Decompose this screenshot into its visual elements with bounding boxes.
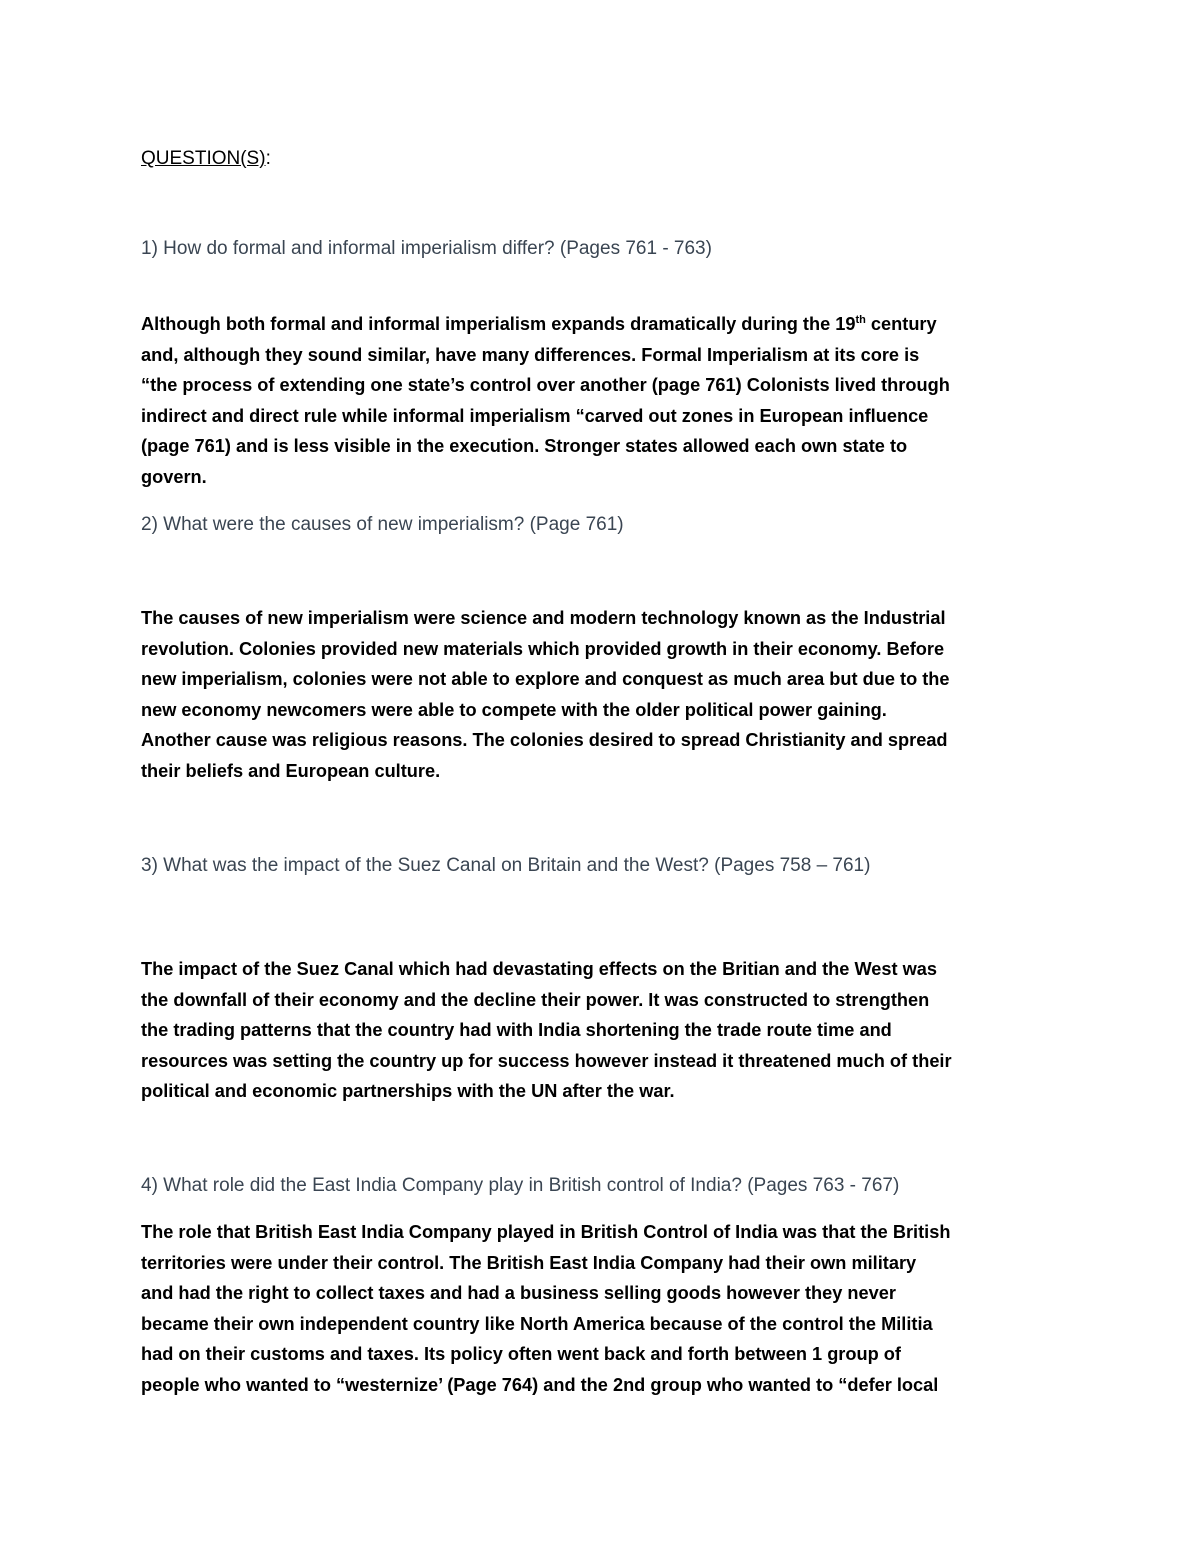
question-2: 2) What were the causes of new imperialism? (Page 761) [141, 514, 624, 535]
answer-4-line-3: and had the right to collect taxes and had a business selling goods however they never [141, 1283, 896, 1304]
questions-heading-colon: : [265, 148, 271, 169]
answer-3-line-3: the trading patterns that the country had with India shortening the trade route time and [141, 1020, 892, 1041]
answer-4-line-5: had on their customs and taxes. Its policy often went back and forth between 1 group of [141, 1344, 901, 1365]
answer-4 [141, 1217, 1076, 1401]
answer-4-line-6: people who wanted to “westernize’ (Page 764) and the 2nd group who wanted to “defer local [141, 1374, 939, 1395]
answer-2-line-4: new economy newcomers were able to compete with the older political power gaining. [141, 699, 887, 720]
answer-2-line-6: their beliefs and European culture. [141, 760, 441, 781]
answer-1-line-1-text: Although both formal and informal imperialism expands dramatically during the 19 [141, 314, 856, 334]
answer-2-line-1: The causes of new imperialism were science and modern technology known as the Industrial [141, 608, 946, 628]
answer-3-line-4: resources was setting the country up for success however instead it threatened much of their [141, 1050, 952, 1071]
answer-1-line-3: “the process of extending one state’s control over another (page 761) Colonists lived through [141, 375, 950, 396]
question-3: 3) What was the impact of the Suez Canal on Britain and the West? (Pages 758 – 761) [141, 855, 871, 876]
answer-1-line-6: govern. [141, 466, 207, 487]
answer-4-line-2: territories were under their control. The British East India Company had their own military [141, 1252, 917, 1273]
answer-1-line-1 [141, 309, 1076, 340]
answer-1-line-1-end: century [865, 314, 937, 334]
answer-2 [141, 603, 1076, 787]
answer-2-line-5: Another cause was religious reasons. The colonies desired to spread Christianity and spread [141, 730, 948, 751]
answer-4-line-4: became their own independent country like North America because of the control the Militia [141, 1313, 933, 1334]
questions-heading-label: QUESTION(S) [141, 148, 266, 169]
answer-1-line-2: and, although they sound similar, have many differences. Formal Imperialism at its core is [141, 344, 920, 365]
answer-3 [141, 954, 1076, 1107]
answer-1 [141, 309, 1076, 493]
answer-3-line-2: the downfall of their economy and the decline their power. It was constructed to strengthen [141, 989, 930, 1010]
answer-2-line-2: revolution. Colonies provided new materials which provided growth in their economy. Before [141, 638, 945, 659]
answer-3-line-5: political and economic partnerships with the UN after the war. [141, 1081, 675, 1102]
answer-1-line-4: indirect and direct rule while informal imperialism “carved out zones in European influence [141, 405, 929, 426]
questions-heading [141, 146, 271, 172]
answer-1-line-5: (page 761) and is less visible in the execution. Stronger states allowed each own state to [141, 436, 908, 457]
question-1: 1) How do formal and informal imperialism differ? (Pages 761 - 763) [141, 238, 712, 259]
answer-4-line-1: The role that British East India Company played in British Control of India was that the British [141, 1222, 951, 1242]
answer-2-line-3: new imperialism, colonies were not able to explore and conquest as much area but due to the [141, 669, 950, 690]
question-4: 4) What role did the East India Company play in British control of India? (Pages 763 - 767) [141, 1175, 900, 1196]
answer-3-line-1: The impact of the Suez Canal which had devastating effects on the Britian and the West was [141, 959, 938, 979]
answer-1-superscript: th [855, 313, 866, 326]
